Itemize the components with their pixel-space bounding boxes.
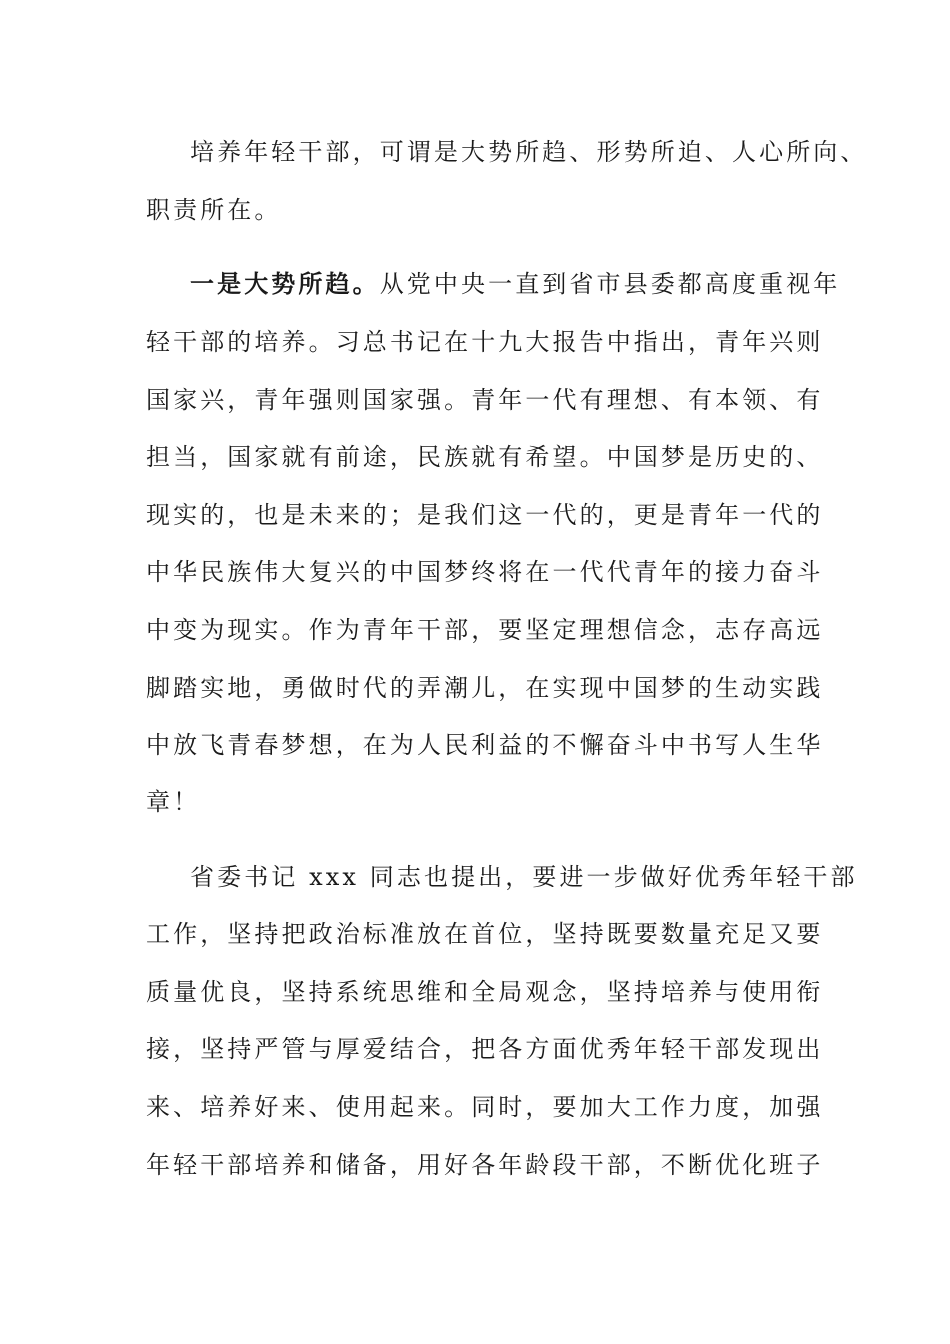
- paragraph-2-line-8: 脚踏实地，勇做时代的弄潮儿，在实现中国梦的生动实践: [146, 674, 824, 702]
- paragraph-2-line-9: 中放飞青春梦想，在为人民利益的不懈奋斗中书写人生华: [146, 731, 824, 759]
- paragraph-2-line-4: 担当，国家就有前途，民族就有希望。中国梦是历史的、: [146, 443, 824, 471]
- paragraph-3-line-1: 省委书记 xxx 同志也提出，要进一步做好优秀年轻干部: [190, 863, 858, 891]
- paragraph-1-line-2: 职责所在。: [146, 196, 282, 224]
- paragraph-3-line-3: 质量优良，坚持系统思维和全局观念，坚持培养与使用衔: [146, 978, 824, 1006]
- paragraph-2-lead: 一是大势所趋。: [190, 269, 380, 298]
- paragraph-2-line-1: [190, 268, 841, 300]
- paragraph-2-line-7: 中变为现实。作为青年干部，要坚定理想信念，志存高远: [146, 616, 824, 644]
- paragraph-2-line-6: 中华民族伟大复兴的中国梦终将在一代代青年的接力奋斗: [146, 558, 824, 586]
- paragraph-2-line-3: 国家兴，青年强则国家强。青年一代有理想、有本领、有: [146, 386, 824, 414]
- paragraph-2-line-10: 章！: [146, 788, 201, 816]
- paragraph-3-line-2: 工作，坚持把政治标准放在首位，坚持既要数量充足又要: [146, 920, 824, 948]
- paragraph-3-line-5: 来、培养好来、使用起来。同时，要加大工作力度，加强: [146, 1093, 824, 1121]
- paragraph-2-line-5: 现实的，也是未来的；是我们这一代的，更是青年一代的: [146, 501, 824, 529]
- paragraph-3-line-6: 年轻干部培养和储备，用好各年龄段干部，不断优化班子: [146, 1151, 824, 1179]
- paragraph-2-line-1-text: 从党中央一直到省市县委都高度重视年: [379, 270, 841, 298]
- paragraph-1-line-1: 培养年轻干部，可谓是大势所趋、形势所迫、人心所向、: [190, 138, 868, 166]
- paragraph-3-line-4: 接，坚持严管与厚爱结合，把各方面优秀年轻干部发现出: [146, 1035, 824, 1063]
- paragraph-2-line-2: 轻干部的培养。习总书记在十九大报告中指出，青年兴则: [146, 328, 824, 356]
